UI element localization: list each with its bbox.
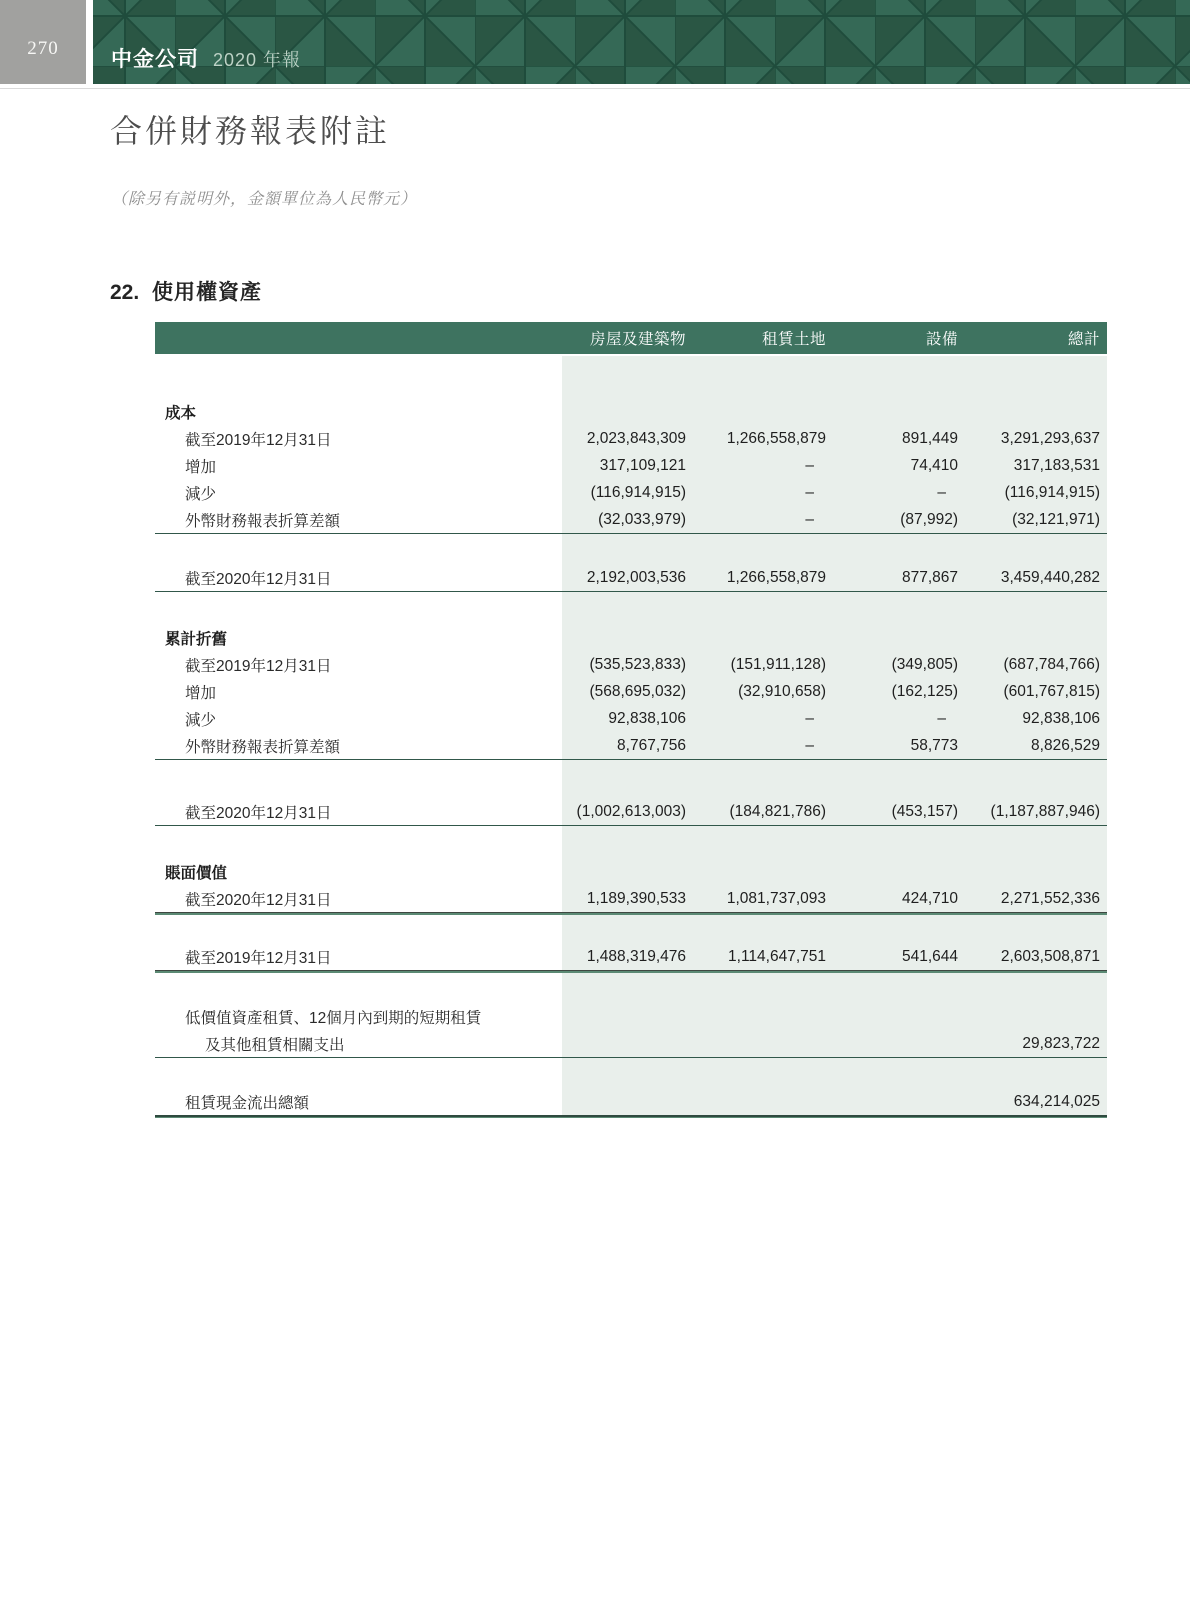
row-label: 截至2019年12月31日 — [185, 657, 332, 675]
cell-value-equipment: 74,410 — [910, 456, 958, 474]
row-label: 租賃現金流出總額 — [185, 1094, 310, 1112]
cell-value-leased-land: 1,266,558,879 — [726, 429, 826, 447]
cell-value-leased-land: – — [805, 709, 814, 727]
cell-value-leased-land: – — [805, 736, 814, 754]
row-label: 低價值資產租賃、12個月內到期的短期租賃 — [185, 1009, 482, 1027]
cell-value-buildings: 92,838,106 — [608, 709, 686, 727]
page-header-bar — [0, 0, 1190, 84]
cell-value-equipment: 58,773 — [910, 736, 958, 754]
row-label: 外幣財務報表折算差額 — [185, 738, 341, 756]
report-year: 2020 年報 — [213, 50, 302, 70]
company-name: 中金公司 — [111, 48, 199, 71]
table-row — [155, 678, 1107, 705]
cell-value-total: 2,603,508,871 — [1000, 947, 1100, 965]
table-header — [155, 322, 1107, 354]
table-row — [155, 885, 1107, 912]
page-subtitle: （除另有説明外，金額單位為人民幣元） — [111, 191, 418, 208]
row-gap — [155, 915, 1107, 943]
cell-value-leased-land: 1,266,558,879 — [726, 568, 826, 586]
table-row — [155, 506, 1107, 533]
cell-value-total: 3,291,293,637 — [1000, 429, 1100, 447]
cell-value-buildings: (116,914,915) — [590, 483, 686, 501]
cell-value-leased-land: – — [805, 456, 814, 474]
cell-value-buildings: (1,002,613,003) — [576, 802, 686, 820]
cell-value-equipment: 877,867 — [901, 568, 958, 586]
banner — [93, 0, 1190, 84]
cell-value-total: (32,121,971) — [1012, 510, 1100, 528]
table-row — [155, 452, 1107, 479]
table-row — [155, 858, 1107, 885]
column-header-total: 總計 — [1067, 331, 1100, 348]
row-label: 增加 — [185, 684, 217, 702]
cell-value-total: 29,823,722 — [1022, 1034, 1100, 1052]
row-label: 截至2020年12月31日 — [185, 804, 332, 822]
row-label: 成本 — [165, 404, 197, 422]
cell-value-equipment: – — [937, 483, 946, 501]
row-label: 賬面價值 — [165, 864, 228, 882]
cell-value-leased-land: – — [805, 510, 814, 528]
cell-value-total: (687,784,766) — [1003, 655, 1100, 673]
table-rule-final — [155, 1115, 1107, 1118]
cell-value-equipment: (349,805) — [891, 655, 958, 673]
cell-value-total: 317,183,531 — [1013, 456, 1100, 474]
table-row — [155, 1003, 1107, 1030]
row-label: 增加 — [185, 458, 217, 476]
cell-value-buildings: 2,192,003,536 — [586, 568, 686, 586]
cell-value-equipment: 891,449 — [901, 429, 958, 447]
cell-value-equipment: – — [937, 709, 946, 727]
cell-value-buildings: 317,109,121 — [599, 456, 686, 474]
cell-value-leased-land: 1,114,647,751 — [728, 947, 826, 965]
cell-value-leased-land: – — [805, 483, 814, 501]
cell-value-total: 634,214,025 — [1013, 1092, 1100, 1110]
page-title: 合併財務報表附註 — [110, 113, 391, 149]
cell-value-leased-land: 1,081,737,093 — [726, 889, 826, 907]
row-gap — [155, 973, 1107, 1003]
column-header-buildings: 房屋及建築物 — [589, 331, 686, 348]
table-row — [155, 732, 1107, 759]
row-gap — [155, 1058, 1107, 1088]
section-title: 使用權資產 — [152, 281, 262, 304]
table-row — [155, 943, 1107, 970]
row-gap — [155, 826, 1107, 858]
page-number: 270 — [27, 38, 59, 59]
section-number: 22. — [110, 281, 140, 304]
table-row — [155, 479, 1107, 506]
cell-value-buildings: (535,523,833) — [589, 655, 686, 673]
cell-value-total: (1,187,887,946) — [990, 802, 1100, 820]
row-gap — [155, 356, 1107, 398]
cell-value-equipment: 541,644 — [901, 947, 958, 965]
row-gap — [155, 592, 1107, 624]
row-label: 截至2019年12月31日 — [185, 949, 332, 967]
cell-value-total: 92,838,106 — [1022, 709, 1100, 727]
row-label: 減少 — [185, 711, 217, 729]
table-row — [155, 398, 1107, 425]
cell-value-total: (116,914,915) — [1004, 483, 1100, 501]
cell-value-buildings: 2,023,843,309 — [586, 429, 686, 447]
row-gap — [155, 760, 1107, 798]
cell-value-leased-land: (32,910,658) — [738, 682, 826, 700]
cell-value-total: 3,459,440,282 — [1000, 568, 1100, 586]
cell-value-total: (601,767,815) — [1003, 682, 1100, 700]
header-divider — [0, 88, 1190, 89]
cell-value-equipment: (87,992) — [900, 510, 958, 528]
cell-value-buildings: 8,767,756 — [617, 736, 686, 754]
cell-value-equipment: (162,125) — [891, 682, 958, 700]
section-heading — [110, 276, 262, 306]
table-row — [155, 1030, 1107, 1057]
row-label: 截至2020年12月31日 — [185, 570, 332, 588]
cell-value-buildings: (32,033,979) — [598, 510, 686, 528]
row-gap — [155, 534, 1107, 564]
table-row — [155, 1088, 1107, 1115]
cell-value-buildings: (568,695,032) — [589, 682, 686, 700]
table-row — [155, 651, 1107, 678]
row-label: 截至2020年12月31日 — [185, 891, 332, 909]
banner-text — [111, 43, 301, 73]
table-row — [155, 564, 1107, 591]
table-row — [155, 705, 1107, 732]
cell-value-total: 8,826,529 — [1031, 736, 1100, 754]
cell-value-buildings: 1,189,390,533 — [586, 889, 686, 907]
table-row — [155, 624, 1107, 651]
table-body — [155, 356, 1107, 1118]
row-label: 減少 — [185, 485, 217, 503]
cell-value-buildings: 1,488,319,476 — [586, 947, 686, 965]
cell-value-equipment: (453,157) — [891, 802, 958, 820]
cell-value-leased-land: (151,911,128) — [730, 655, 826, 673]
cell-value-total: 2,271,552,336 — [1000, 889, 1100, 907]
row-label: 累計折舊 — [165, 630, 228, 648]
table-row — [155, 425, 1107, 452]
row-label: 截至2019年12月31日 — [185, 431, 332, 449]
row-label: 外幣財務報表折算差額 — [185, 512, 341, 530]
cell-value-leased-land: (184,821,786) — [729, 802, 826, 820]
financial-table — [155, 322, 1107, 1118]
column-header-equipment: 設備 — [925, 331, 958, 348]
cell-value-equipment: 424,710 — [901, 889, 958, 907]
page-number-box — [0, 0, 86, 84]
column-header-leased-land: 租賃土地 — [761, 331, 826, 348]
row-label: 及其他租賃相關支出 — [205, 1036, 345, 1054]
table-row — [155, 798, 1107, 825]
